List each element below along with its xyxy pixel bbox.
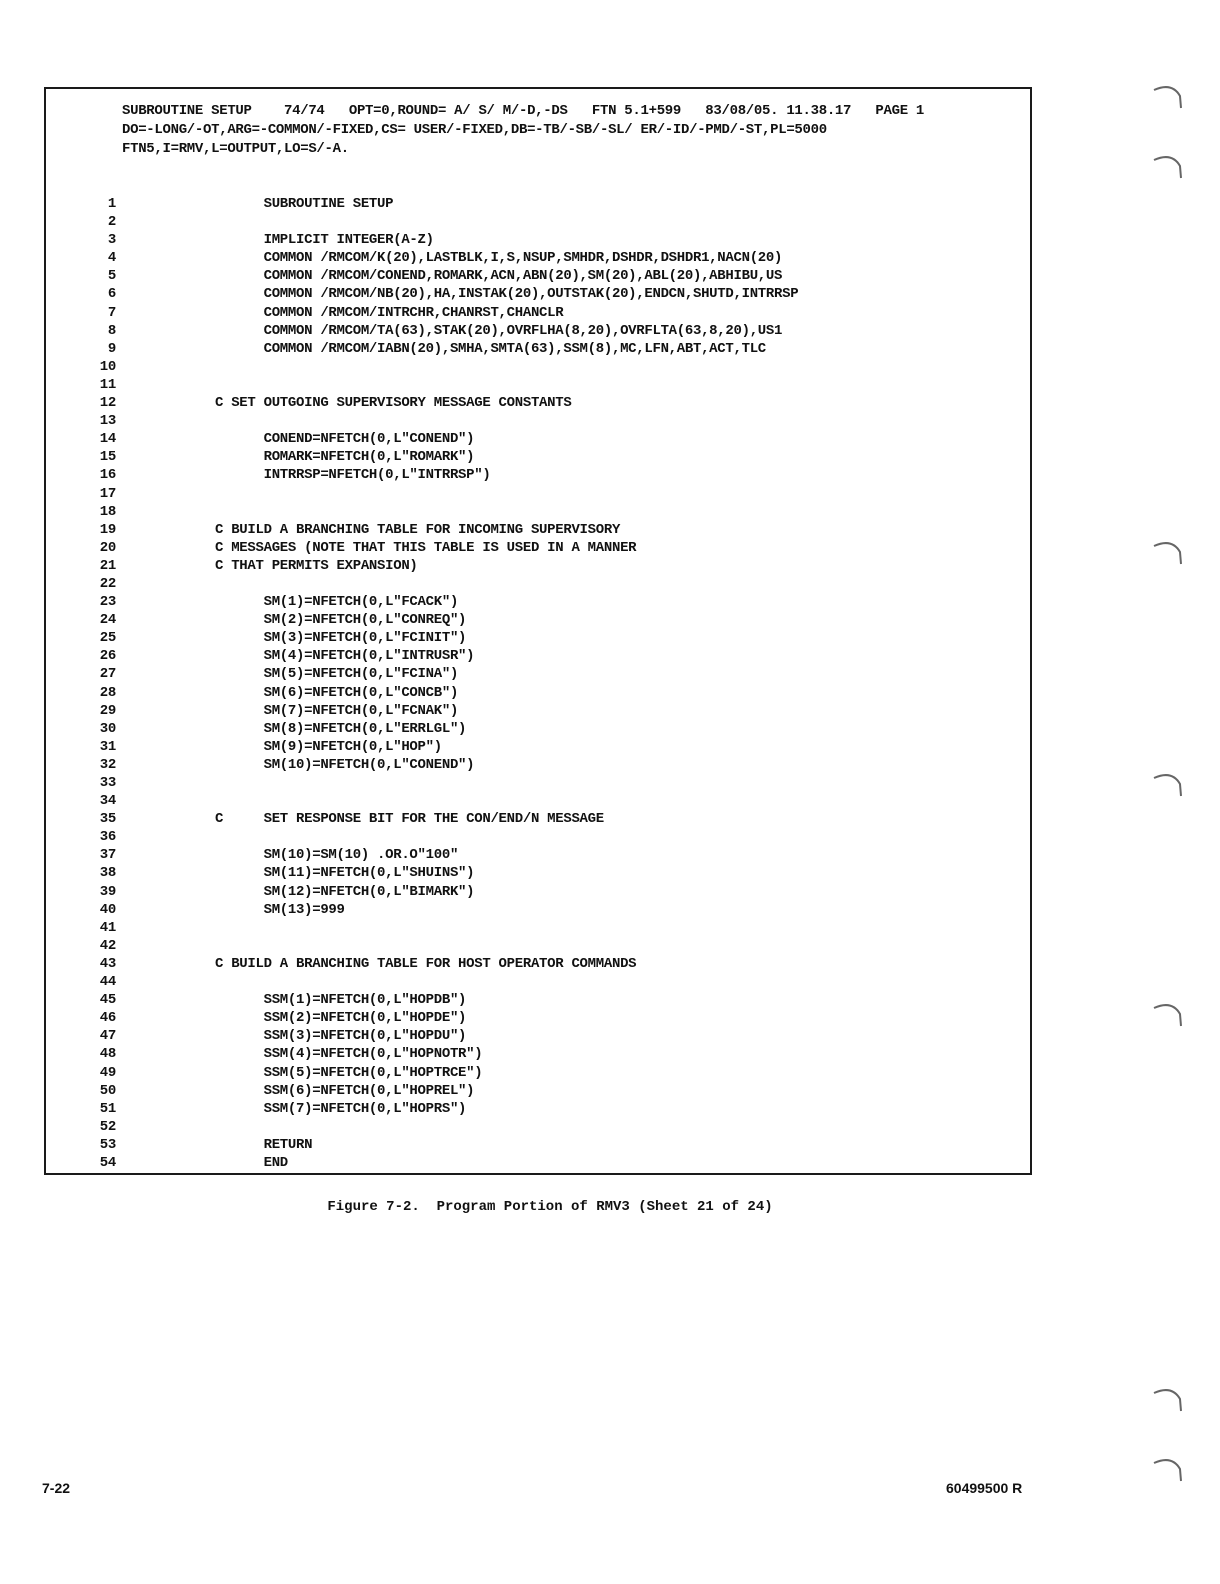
- line-source-text: INTRRSP=NFETCH(0,L"INTRRSP"): [215, 467, 491, 484]
- code-line: [60, 196, 1020, 214]
- line-source-text: SM(7)=NFETCH(0,L"FCNAK"): [215, 702, 459, 719]
- line-number: 14: [99, 431, 116, 448]
- line-source-text: SM(8)=NFETCH(0,L"ERRLGL"): [215, 720, 467, 737]
- code-line: [60, 504, 1020, 522]
- line-number: 23: [99, 594, 116, 611]
- code-line: [60, 847, 1020, 865]
- line-source-text: IMPLICIT INTEGER(A-Z): [215, 232, 434, 249]
- line-source-text: SM(2)=NFETCH(0,L"CONREQ"): [215, 612, 467, 629]
- binder-hole-mark-icon: [1150, 82, 1190, 112]
- code-line: [60, 467, 1020, 485]
- line-source-text: COMMON /RMCOM/K(20),LASTBLK,I,S,NSUP,SMHDR,DSHDR,DSHDR1,NACN(20): [215, 250, 783, 267]
- line-number: 5: [107, 268, 116, 285]
- line-source-text: RETURN: [215, 1136, 313, 1153]
- code-line: [60, 829, 1020, 847]
- code-line: [60, 1046, 1020, 1064]
- line-number: 4: [107, 250, 116, 267]
- line-number: 24: [99, 612, 116, 629]
- code-line: [60, 250, 1020, 268]
- code-line: [60, 594, 1020, 612]
- code-line: [60, 449, 1020, 467]
- code-line: [60, 214, 1020, 232]
- code-line: [60, 1010, 1020, 1028]
- line-number: 20: [99, 539, 116, 556]
- line-source-text: C BUILD A BRANCHING TABLE FOR HOST OPERATOR COMMANDS: [215, 955, 637, 972]
- code-line: [60, 1119, 1020, 1137]
- code-line: [60, 359, 1020, 377]
- code-line: [60, 902, 1020, 920]
- binder-hole-mark-icon: [1150, 152, 1190, 182]
- line-source-text: SM(10)=NFETCH(0,L"CONEND"): [215, 756, 475, 773]
- line-number: 47: [99, 1028, 116, 1045]
- line-number: 45: [99, 992, 116, 1009]
- code-line: [60, 395, 1020, 413]
- line-number: 22: [99, 575, 116, 592]
- binder-hole-mark-icon: [1150, 770, 1190, 800]
- line-source-text: SSM(1)=NFETCH(0,L"HOPDB"): [215, 992, 467, 1009]
- line-number: 33: [99, 775, 116, 791]
- code-line: [60, 721, 1020, 739]
- line-source-text: C THAT PERMITS EXPANSION): [215, 557, 418, 574]
- line-number: 49: [99, 1064, 116, 1081]
- line-number: 54: [99, 1154, 116, 1171]
- line-source-text: C MESSAGES (NOTE THAT THIS TABLE IS USED IN A MANNER: [215, 539, 637, 556]
- line-number: 16: [99, 467, 116, 484]
- line-source-text: SSM(7)=NFETCH(0,L"HOPRS"): [215, 1100, 467, 1117]
- binder-hole-mark-icon: [1150, 1000, 1190, 1030]
- line-number: 9: [107, 340, 116, 357]
- code-line: [60, 1065, 1020, 1083]
- code-line: [60, 775, 1020, 793]
- document-number: 60499500 R: [946, 1480, 1023, 1496]
- line-source-text: SSM(4)=NFETCH(0,L"HOPNOTR"): [215, 1046, 483, 1063]
- code-line: [60, 540, 1020, 558]
- line-number: 51: [99, 1100, 116, 1117]
- line-source-text: SSM(3)=NFETCH(0,L"HOPDU"): [215, 1028, 467, 1045]
- line-source-text: C BUILD A BRANCHING TABLE FOR INCOMING SUPERVISORY: [215, 521, 621, 538]
- code-line: [60, 1083, 1020, 1101]
- code-line: [60, 486, 1020, 504]
- line-source-text: SSM(2)=NFETCH(0,L"HOPDE"): [215, 1010, 467, 1027]
- code-line: [60, 232, 1020, 250]
- line-source-text: SM(5)=NFETCH(0,L"FCINA"): [215, 666, 459, 683]
- code-line: [60, 685, 1020, 703]
- line-source-text: SM(11)=NFETCH(0,L"SHUINS"): [215, 865, 475, 882]
- line-source-text: C SET RESPONSE BIT FOR THE CON/END/N MESSAGE: [215, 811, 604, 828]
- line-number: 42: [99, 937, 116, 954]
- code-line: [60, 377, 1020, 395]
- line-number: 37: [99, 847, 116, 864]
- line-number: 2: [107, 214, 116, 231]
- code-line: [60, 992, 1020, 1010]
- line-number: 29: [99, 702, 116, 719]
- line-number: 26: [99, 648, 116, 665]
- code-line: [60, 793, 1020, 811]
- code-line: [60, 431, 1020, 449]
- code-line: [60, 884, 1020, 902]
- line-number: 46: [99, 1010, 116, 1027]
- line-number: 36: [99, 829, 116, 846]
- line-source-text: SM(1)=NFETCH(0,L"FCACK"): [215, 594, 459, 611]
- figure-caption: Figure 7-2. Program Portion of RMV3 (Sheet 21 of 24): [327, 1199, 773, 1215]
- code-line: [60, 648, 1020, 666]
- line-source-text: SM(10)=SM(10) .OR.O"100": [215, 847, 459, 864]
- binder-hole-mark-icon: [1150, 1385, 1190, 1415]
- line-source-text: COMMON /RMCOM/CONEND,ROMARK,ACN,ABN(20),SM(20),ABL(20),ABHIBU,US: [215, 268, 783, 285]
- code-line: [60, 739, 1020, 757]
- code-line: [60, 703, 1020, 721]
- binder-hole-mark-icon: [1150, 538, 1190, 568]
- line-source-text: SM(4)=NFETCH(0,L"INTRUSR"): [215, 648, 475, 665]
- code-line: [60, 974, 1020, 992]
- line-number: 50: [99, 1082, 116, 1099]
- line-source-text: SUBROUTINE SETUP: [215, 196, 394, 212]
- line-number: 3: [107, 232, 116, 249]
- code-line: [60, 612, 1020, 630]
- line-source-text: SSM(5)=NFETCH(0,L"HOPTRCE"): [215, 1064, 483, 1081]
- line-number: 1: [107, 196, 116, 212]
- page-number: 7-22: [42, 1480, 71, 1496]
- line-source-text: COMMON /RMCOM/INTRCHR,CHANRST,CHANCLR: [215, 304, 564, 321]
- line-number: 41: [99, 919, 116, 936]
- line-number: 34: [99, 793, 116, 810]
- code-line: [60, 305, 1020, 323]
- line-number: 30: [99, 720, 116, 737]
- line-number: 43: [99, 955, 116, 972]
- code-line: [60, 1028, 1020, 1046]
- code-line: [60, 938, 1020, 956]
- listing-header-line-2: DO=-LONG/-OT,ARG=-COMMON/-FIXED,CS= USER/-FIXED,DB=-TB/-SB/-SL/ ER/-ID/-PMD/-ST,PL=5000: [122, 122, 827, 138]
- code-line: [60, 1137, 1020, 1155]
- code-line: [60, 956, 1020, 974]
- line-number: 28: [99, 684, 116, 701]
- line-source-text: SM(3)=NFETCH(0,L"FCINIT"): [215, 630, 467, 647]
- line-source-text: SM(12)=NFETCH(0,L"BIMARK"): [215, 883, 475, 900]
- line-source-text: SM(9)=NFETCH(0,L"HOP"): [215, 738, 442, 755]
- code-line: [60, 920, 1020, 938]
- line-source-text: END: [215, 1154, 288, 1171]
- line-number: 18: [99, 503, 116, 520]
- line-number: 12: [99, 395, 116, 412]
- code-listing: [60, 196, 1020, 1173]
- line-source-text: SM(13)=999: [215, 901, 345, 918]
- line-number: 31: [99, 738, 116, 755]
- line-number: 32: [99, 756, 116, 773]
- line-source-text: COMMON /RMCOM/TA(63),STAK(20),OVRFLHA(8,20),OVRFLTA(63,8,20),US1: [215, 322, 783, 339]
- line-number: 25: [99, 630, 116, 647]
- line-number: 39: [99, 883, 116, 900]
- line-number: 48: [99, 1046, 116, 1063]
- line-number: 52: [99, 1118, 116, 1135]
- code-line: [60, 666, 1020, 684]
- line-number: 27: [99, 666, 116, 683]
- line-number: 53: [99, 1136, 116, 1153]
- line-number: 7: [107, 304, 116, 321]
- listing-header-line-1: SUBROUTINE SETUP 74/74 OPT=0,ROUND= A/ S/ M/-D,-DS FTN 5.1+599 83/08/05. 11.38.17 PAGE 1: [122, 103, 925, 119]
- line-number: 13: [99, 413, 116, 430]
- line-source-text: CONEND=NFETCH(0,L"CONEND"): [215, 431, 475, 448]
- code-line: [60, 811, 1020, 829]
- line-number: 35: [99, 811, 116, 828]
- line-number: 8: [107, 322, 116, 339]
- code-line: [60, 576, 1020, 594]
- listing-header-line-3: FTN5,I=RMV,L=OUTPUT,LO=S/-A.: [122, 141, 349, 157]
- line-number: 19: [99, 521, 116, 538]
- binder-hole-mark-icon: [1150, 1455, 1190, 1485]
- line-number: 40: [99, 901, 116, 918]
- line-number: 15: [99, 449, 116, 466]
- code-line: [60, 757, 1020, 775]
- line-number: 44: [99, 974, 116, 991]
- line-source-text: COMMON /RMCOM/IABN(20),SMHA,SMTA(63),SSM(8),MC,LFN,ABT,ACT,TLC: [215, 340, 766, 357]
- line-number: 11: [99, 376, 116, 393]
- code-line: [60, 268, 1020, 286]
- code-line: [60, 630, 1020, 648]
- code-line: [60, 558, 1020, 576]
- line-source-text: SM(6)=NFETCH(0,L"CONCB"): [215, 684, 459, 701]
- code-line: [60, 323, 1020, 341]
- code-line: [60, 341, 1020, 359]
- line-number: 10: [99, 358, 116, 375]
- code-line: [60, 1155, 1020, 1173]
- line-number: 38: [99, 865, 116, 882]
- line-source-text: ROMARK=NFETCH(0,L"ROMARK"): [215, 449, 475, 466]
- code-line: [60, 522, 1020, 540]
- code-line: [60, 286, 1020, 304]
- line-source-text: COMMON /RMCOM/NB(20),HA,INSTAK(20),OUTSTAK(20),ENDCN,SHUTD,INTRRSP: [215, 286, 799, 303]
- line-source-text: C SET OUTGOING SUPERVISORY MESSAGE CONSTANTS: [215, 395, 572, 412]
- code-line: [60, 865, 1020, 883]
- line-number: 21: [99, 557, 116, 574]
- code-line: [60, 1101, 1020, 1119]
- code-line: [60, 413, 1020, 431]
- line-number: 17: [99, 485, 116, 502]
- line-number: 6: [107, 286, 116, 303]
- line-source-text: SSM(6)=NFETCH(0,L"HOPREL"): [215, 1082, 475, 1099]
